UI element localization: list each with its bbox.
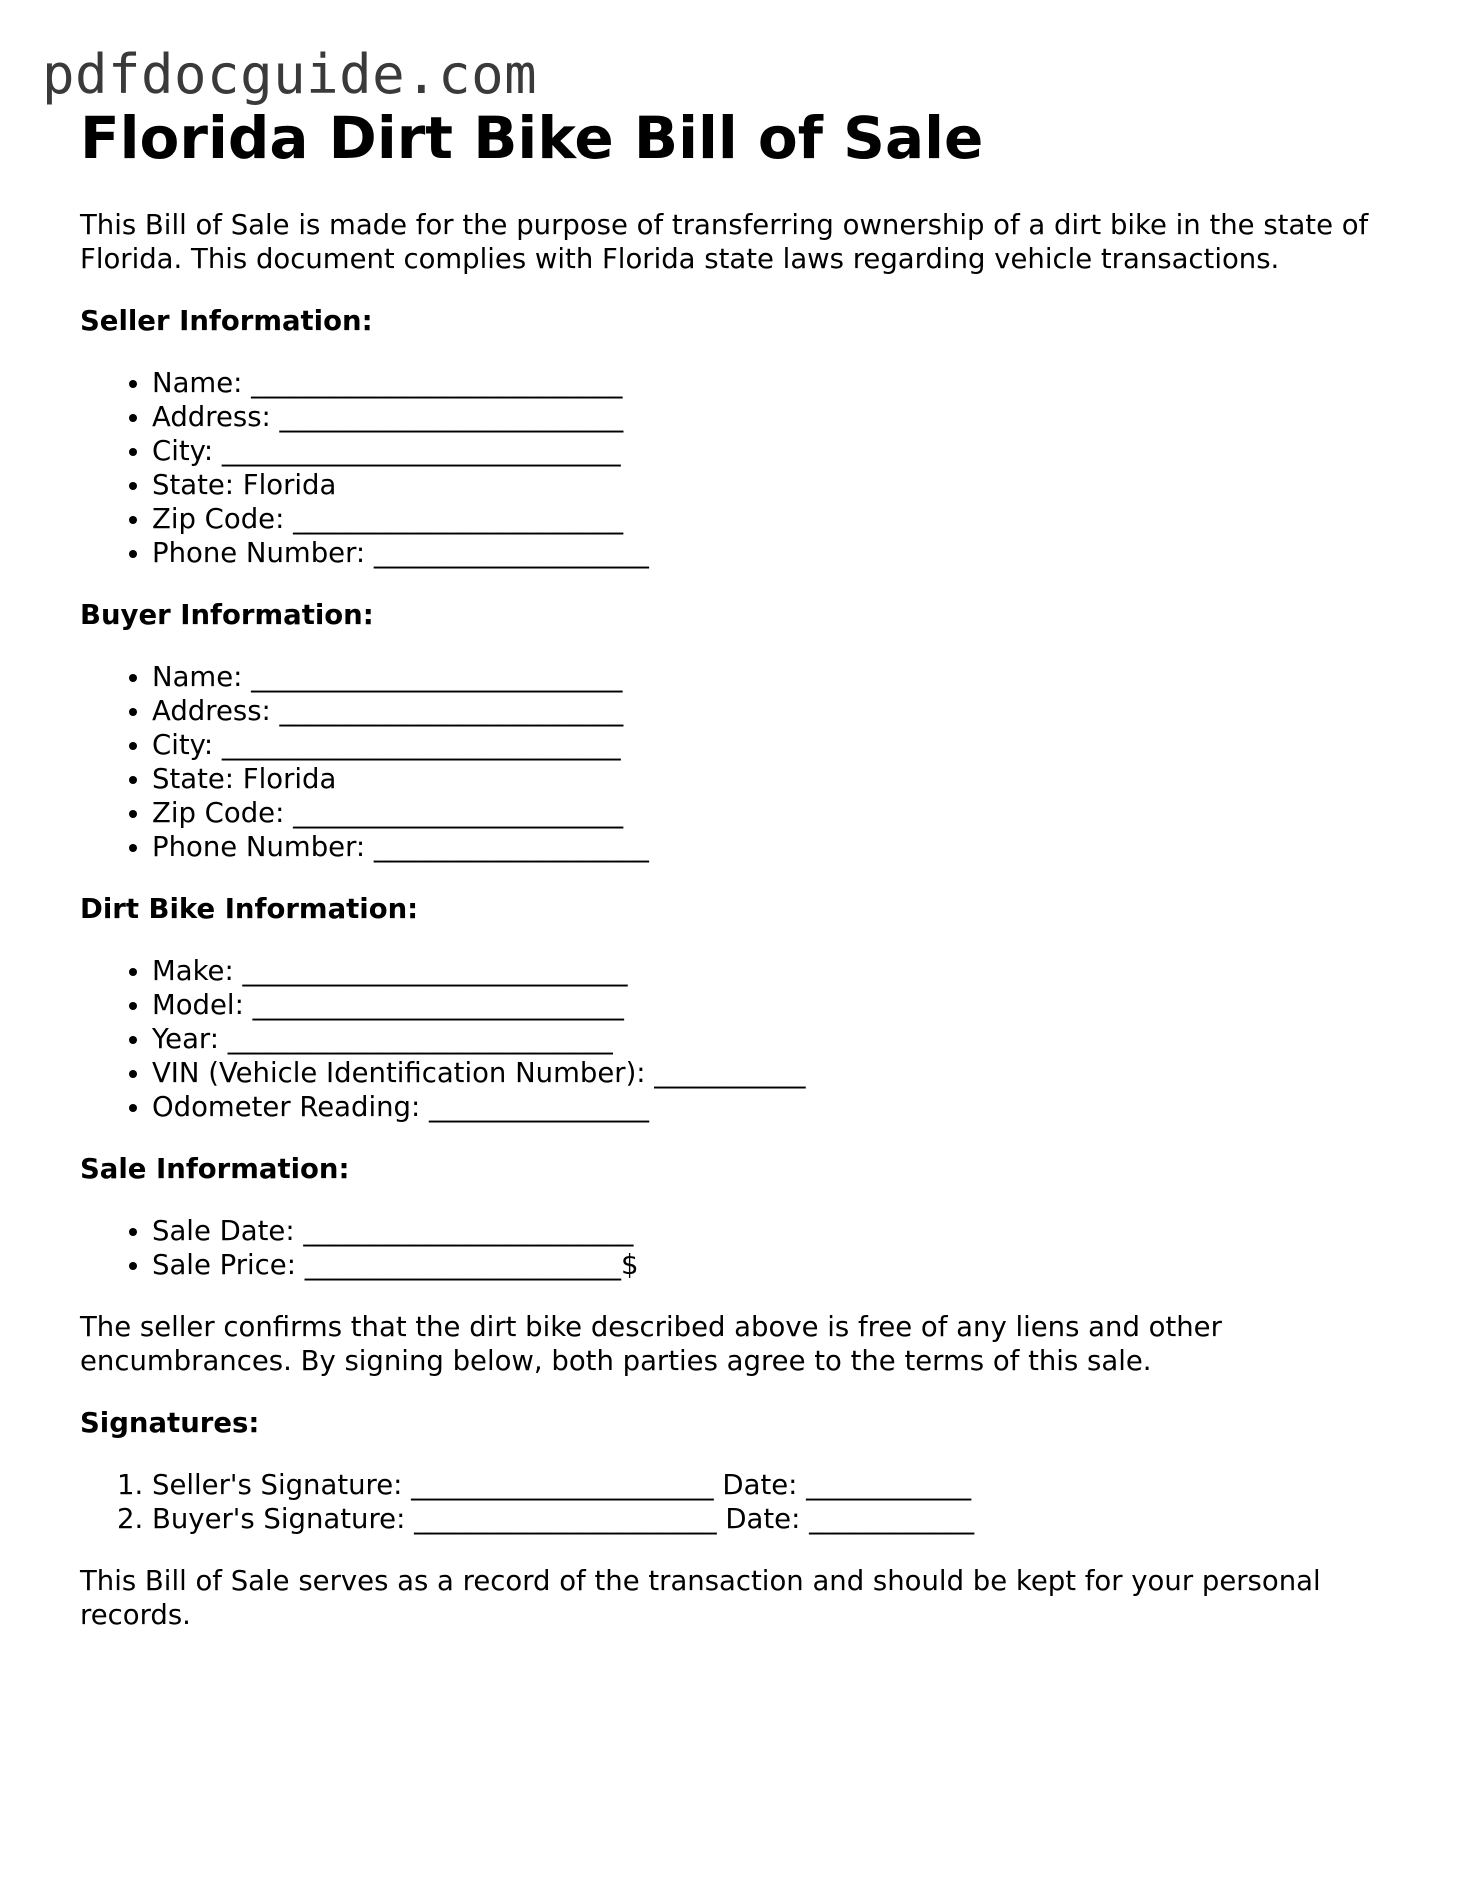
buyer-name-field: • Name: ___________________________	[152, 660, 1400, 694]
seller-heading: Seller Information:	[80, 305, 373, 337]
buyer-state-field: • State: Florida	[152, 762, 1400, 796]
signatures-list	[80, 1468, 1400, 1536]
seller-name-field: • Name: ___________________________	[152, 366, 1400, 400]
seller-state-field: • State: Florida	[152, 468, 1400, 502]
bike-make-field: • Make: ____________________________	[152, 954, 1400, 988]
watermark-logo: pdfdocguide.com	[42, 43, 538, 106]
sale-list	[80, 1214, 1400, 1282]
signatures-heading: Signatures:	[80, 1407, 260, 1439]
seller-phone-field: • Phone Number: ____________________	[152, 536, 1400, 570]
buyer-city-field: • City: _____________________________	[152, 728, 1400, 762]
confirmation-paragraph: The seller confirms that the dirt bike described above is free of any liens and other encumbrances. By signing below, both parties agree to the terms of this sale.	[80, 1311, 1222, 1377]
seller-city-field: • City: _____________________________	[152, 434, 1400, 468]
buyer-signature-line: 2. Buyer's Signature: ______________________ Date: ____________	[152, 1502, 1400, 1536]
buyer-phone-field: • Phone Number: ____________________	[152, 830, 1400, 864]
closing-paragraph: This Bill of Sale serves as a record of the transaction and should be kept for your personal records.	[80, 1565, 1321, 1631]
seller-zip-field: • Zip Code: ________________________	[152, 502, 1400, 536]
bike-list	[80, 954, 1400, 1124]
bike-year-field: • Year: ____________________________	[152, 1022, 1400, 1056]
sale-heading: Sale Information:	[80, 1153, 350, 1185]
bike-vin-field: • VIN (Vehicle Identification Number): ___________	[152, 1056, 1400, 1090]
buyer-heading: Buyer Information:	[80, 599, 374, 631]
document	[80, 100, 1400, 1632]
sale-price-field: • Sale Price: _______________________$	[152, 1248, 1400, 1282]
bike-odometer-field: • Odometer Reading: ________________	[152, 1090, 1400, 1124]
bike-model-field: • Model: ___________________________	[152, 988, 1400, 1022]
document-title: Florida Dirt Bike Bill of Sale	[80, 104, 984, 172]
buyer-zip-field: • Zip Code: ________________________	[152, 796, 1400, 830]
seller-list	[80, 366, 1400, 570]
sale-date-field: • Sale Date: ________________________	[152, 1214, 1400, 1248]
buyer-list	[80, 660, 1400, 864]
bike-heading: Dirt Bike Information:	[80, 893, 419, 925]
seller-address-field: • Address: _________________________	[152, 400, 1400, 434]
buyer-address-field: • Address: _________________________	[152, 694, 1400, 728]
seller-signature-line: 1. Seller's Signature: ______________________ Date: ____________	[152, 1468, 1400, 1502]
intro-paragraph: This Bill of Sale is made for the purpose of transferring ownership of a dirt bike in the state of Florida. This document complies with Florida state laws regarding vehicle transactions.	[80, 209, 1369, 275]
